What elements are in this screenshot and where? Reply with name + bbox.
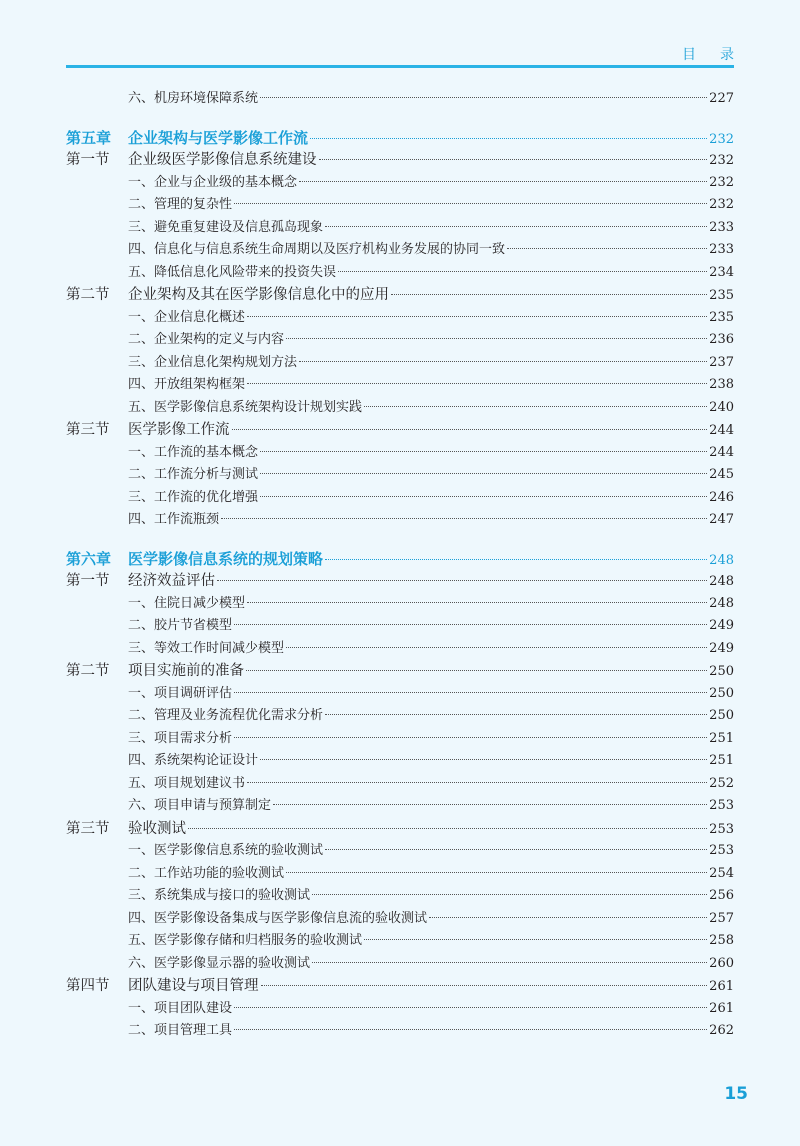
toc-entry-row [66, 885, 734, 908]
toc-prefix: 第一节 [66, 573, 110, 589]
toc-page-number: 256 [709, 888, 734, 903]
running-header [682, 44, 734, 64]
toc-entry-row [66, 217, 734, 240]
dot-leader [286, 872, 707, 873]
dot-leader [364, 406, 707, 407]
toc-entry-row [66, 930, 734, 953]
toc-entry-row [66, 1020, 734, 1043]
toc-page-number: 233 [709, 242, 734, 257]
toc-entry-row [66, 88, 734, 111]
dot-leader [364, 939, 707, 940]
toc-entry-row [66, 307, 734, 330]
dot-leader [260, 97, 707, 98]
dot-leader [234, 1029, 707, 1030]
toc-page-number: 248 [709, 595, 734, 611]
table-of-contents [66, 88, 734, 1043]
toc-entry-row [66, 953, 734, 976]
toc-title: 医学影像信息系统的规划策略 [128, 549, 324, 568]
toc-page-number: 232 [709, 153, 734, 168]
toc-entry-row [66, 795, 734, 818]
toc-page-number: 240 [709, 399, 734, 415]
toc-chapter-row [66, 127, 734, 150]
toc-title: 六、医学影像显示器的验收测试 [128, 955, 311, 971]
toc-prefix: 第三节 [66, 422, 110, 438]
dot-leader [234, 624, 707, 625]
dot-leader [260, 451, 707, 452]
toc-title: 一、工作流的基本概念 [128, 444, 259, 460]
toc-section-row [66, 660, 734, 683]
toc-section-row [66, 284, 734, 307]
dot-leader [234, 203, 707, 204]
toc-entry-row [66, 638, 734, 661]
toc-page-number: 260 [709, 955, 734, 971]
dot-leader [234, 737, 707, 738]
toc-chapter-row [66, 548, 734, 571]
header-char-1: 目 [682, 47, 696, 63]
toc-page-number: 249 [709, 618, 734, 633]
toc-prefix: 第一节 [66, 152, 110, 168]
toc-title: 二、管理及业务流程优化需求分析 [128, 708, 324, 723]
toc-page-number: 249 [709, 640, 734, 656]
toc-entry-row [66, 750, 734, 773]
toc-title: 六、机房环境保障系统 [128, 91, 259, 106]
dot-leader [338, 271, 707, 272]
toc-title: 二、工作站功能的验收测试 [128, 865, 285, 881]
toc-entry-row [66, 593, 734, 616]
dot-leader [325, 559, 707, 560]
dot-leader [319, 159, 708, 160]
toc-page-number: 235 [709, 309, 734, 325]
toc-entry-row [66, 509, 734, 532]
dot-leader [325, 714, 707, 715]
toc-entry-row [66, 840, 734, 863]
toc-title: 二、企业架构的定义与内容 [128, 332, 285, 347]
toc-section-row [66, 975, 734, 998]
header-char-2: 录 [720, 47, 734, 63]
toc-page-number: 245 [709, 467, 734, 482]
toc-prefix: 第二节 [66, 287, 110, 303]
toc-entry-row [66, 487, 734, 510]
dot-leader [188, 828, 707, 829]
toc-prefix: 第四节 [66, 978, 110, 994]
toc-page-number: 253 [709, 843, 734, 858]
toc-entry-row [66, 239, 734, 262]
toc-title: 五、医学影像存储和归档服务的验收测试 [128, 933, 363, 948]
toc-entry-row [66, 194, 734, 217]
toc-page-number: 261 [709, 1000, 734, 1016]
toc-page-number: 258 [709, 933, 734, 948]
toc-page-number: 257 [709, 910, 734, 926]
toc-page-number: 247 [709, 512, 734, 527]
dot-leader [286, 338, 707, 339]
dot-leader [310, 138, 707, 139]
toc-page-number: 238 [709, 377, 734, 392]
toc-page-number: 250 [709, 685, 734, 701]
toc-title: 企业架构及其在医学影像信息化中的应用 [128, 287, 389, 303]
toc-title: 三、系统集成与接口的验收测试 [128, 888, 311, 903]
toc-title: 二、胶片节省模型 [128, 618, 233, 633]
toc-page-number: 251 [709, 753, 734, 768]
toc-title: 二、项目管理工具 [128, 1023, 233, 1038]
toc-prefix: 第二节 [66, 663, 110, 679]
toc-prefix: 第五章 [66, 128, 112, 147]
toc-entry-row [66, 442, 734, 465]
toc-page-number: 262 [709, 1023, 734, 1038]
dot-leader [273, 804, 707, 805]
toc-entry-row [66, 863, 734, 886]
toc-entry-row [66, 615, 734, 638]
dot-leader [312, 894, 707, 895]
toc-page-number: 236 [709, 332, 734, 347]
page-number: 15 [724, 1084, 748, 1104]
toc-page-number: 248 [709, 552, 734, 568]
toc-entry-row [66, 464, 734, 487]
header-rule [66, 65, 734, 68]
toc-title: 三、工作流的优化增强 [128, 489, 259, 505]
toc-page-number: 244 [709, 423, 734, 438]
dot-leader [232, 429, 708, 430]
toc-title: 企业级医学影像信息系统建设 [128, 152, 317, 168]
toc-title: 四、信息化与信息系统生命周期以及医疗机构业务发展的协同一致 [128, 242, 506, 257]
toc-entry-row [66, 172, 734, 195]
toc-prefix: 第六章 [66, 549, 112, 568]
toc-page-number: 233 [709, 219, 734, 235]
dot-leader [299, 181, 707, 182]
toc-page-number: 254 [709, 865, 734, 881]
toc-section-row [66, 149, 734, 172]
toc-title: 一、医学影像信息系统的验收测试 [128, 843, 324, 858]
toc-title: 五、降低信息化风险带来的投资失误 [128, 264, 337, 280]
toc-title: 三、项目需求分析 [128, 730, 233, 746]
toc-title: 一、项目团队建设 [128, 1000, 233, 1016]
toc-title: 验收测试 [128, 820, 186, 837]
toc-entry-row [66, 773, 734, 796]
toc-title: 项目实施前的准备 [128, 663, 244, 679]
dot-leader [234, 1007, 707, 1008]
toc-entry-row [66, 998, 734, 1021]
dot-leader [507, 248, 707, 249]
toc-page-number: 235 [709, 288, 734, 303]
dot-leader [217, 580, 707, 581]
dot-leader [261, 985, 708, 986]
dot-leader [325, 226, 707, 227]
dot-leader [246, 670, 707, 671]
toc-section-row [66, 419, 734, 442]
toc-title: 经济效益评估 [128, 573, 215, 589]
dot-leader [221, 518, 707, 519]
dot-leader [429, 917, 707, 918]
toc-title: 一、住院日减少模型 [128, 595, 246, 611]
toc-prefix: 第三节 [66, 820, 110, 837]
dot-leader [247, 316, 707, 317]
toc-entry-row [66, 908, 734, 931]
toc-section-row [66, 570, 734, 593]
toc-section-row [66, 818, 734, 841]
toc-title: 一、企业信息化概述 [128, 309, 246, 325]
toc-title: 企业架构与医学影像工作流 [128, 128, 309, 147]
toc-title: 三、企业信息化架构规划方法 [128, 354, 298, 370]
toc-title: 三、避免重复建设及信息孤岛现象 [128, 219, 324, 235]
toc-page-number: 237 [709, 354, 734, 370]
toc-page-number: 251 [709, 730, 734, 746]
toc-title: 四、开放组架构框架 [128, 377, 246, 392]
dot-leader [391, 294, 707, 295]
toc-title: 二、工作流分析与测试 [128, 467, 259, 482]
dot-leader [260, 473, 707, 474]
dot-leader [247, 782, 707, 783]
toc-page-number: 250 [709, 664, 734, 679]
toc-title: 六、项目申请与预算制定 [128, 798, 272, 813]
toc-title: 一、项目调研评估 [128, 685, 233, 701]
toc-title: 一、企业与企业级的基本概念 [128, 174, 298, 190]
toc-title: 四、工作流瓶颈 [128, 512, 220, 527]
toc-title: 医学影像工作流 [128, 422, 230, 438]
toc-page-number: 227 [709, 91, 734, 106]
toc-title: 四、医学影像设备集成与医学影像信息流的验收测试 [128, 910, 428, 926]
toc-entry-row [66, 374, 734, 397]
toc-entry-row [66, 329, 734, 352]
toc-page-number: 248 [709, 574, 734, 589]
toc-page-number: 234 [709, 264, 734, 280]
toc-page-number: 246 [709, 489, 734, 505]
dot-leader [234, 692, 707, 693]
toc-page-number: 252 [709, 775, 734, 791]
toc-page-number: 232 [709, 174, 734, 190]
toc-title: 五、项目规划建议书 [128, 775, 246, 791]
dot-leader [260, 759, 707, 760]
toc-page-number: 232 [709, 131, 734, 147]
toc-page-number: 244 [709, 444, 734, 460]
toc-title: 团队建设与项目管理 [128, 978, 259, 994]
toc-entry-row [66, 352, 734, 375]
toc-page-number: 253 [709, 821, 734, 837]
toc-page-number: 261 [709, 979, 734, 994]
dot-leader [312, 962, 707, 963]
toc-title: 三、等效工作时间减少模型 [128, 640, 285, 656]
dot-leader [299, 361, 707, 362]
toc-entry-row [66, 705, 734, 728]
toc-entry-row [66, 683, 734, 706]
dot-leader [260, 496, 707, 497]
toc-title: 五、医学影像信息系统架构设计规划实践 [128, 399, 363, 415]
toc-entry-row [66, 728, 734, 751]
toc-page-number: 232 [709, 197, 734, 212]
toc-title: 四、系统架构论证设计 [128, 753, 259, 768]
dot-leader [325, 849, 707, 850]
toc-entry-row [66, 262, 734, 285]
toc-entry-row [66, 397, 734, 420]
toc-title: 二、管理的复杂性 [128, 197, 233, 212]
dot-leader [286, 647, 707, 648]
dot-leader [247, 602, 707, 603]
toc-page-number: 250 [709, 708, 734, 723]
dot-leader [247, 383, 707, 384]
toc-page-number: 253 [709, 798, 734, 813]
